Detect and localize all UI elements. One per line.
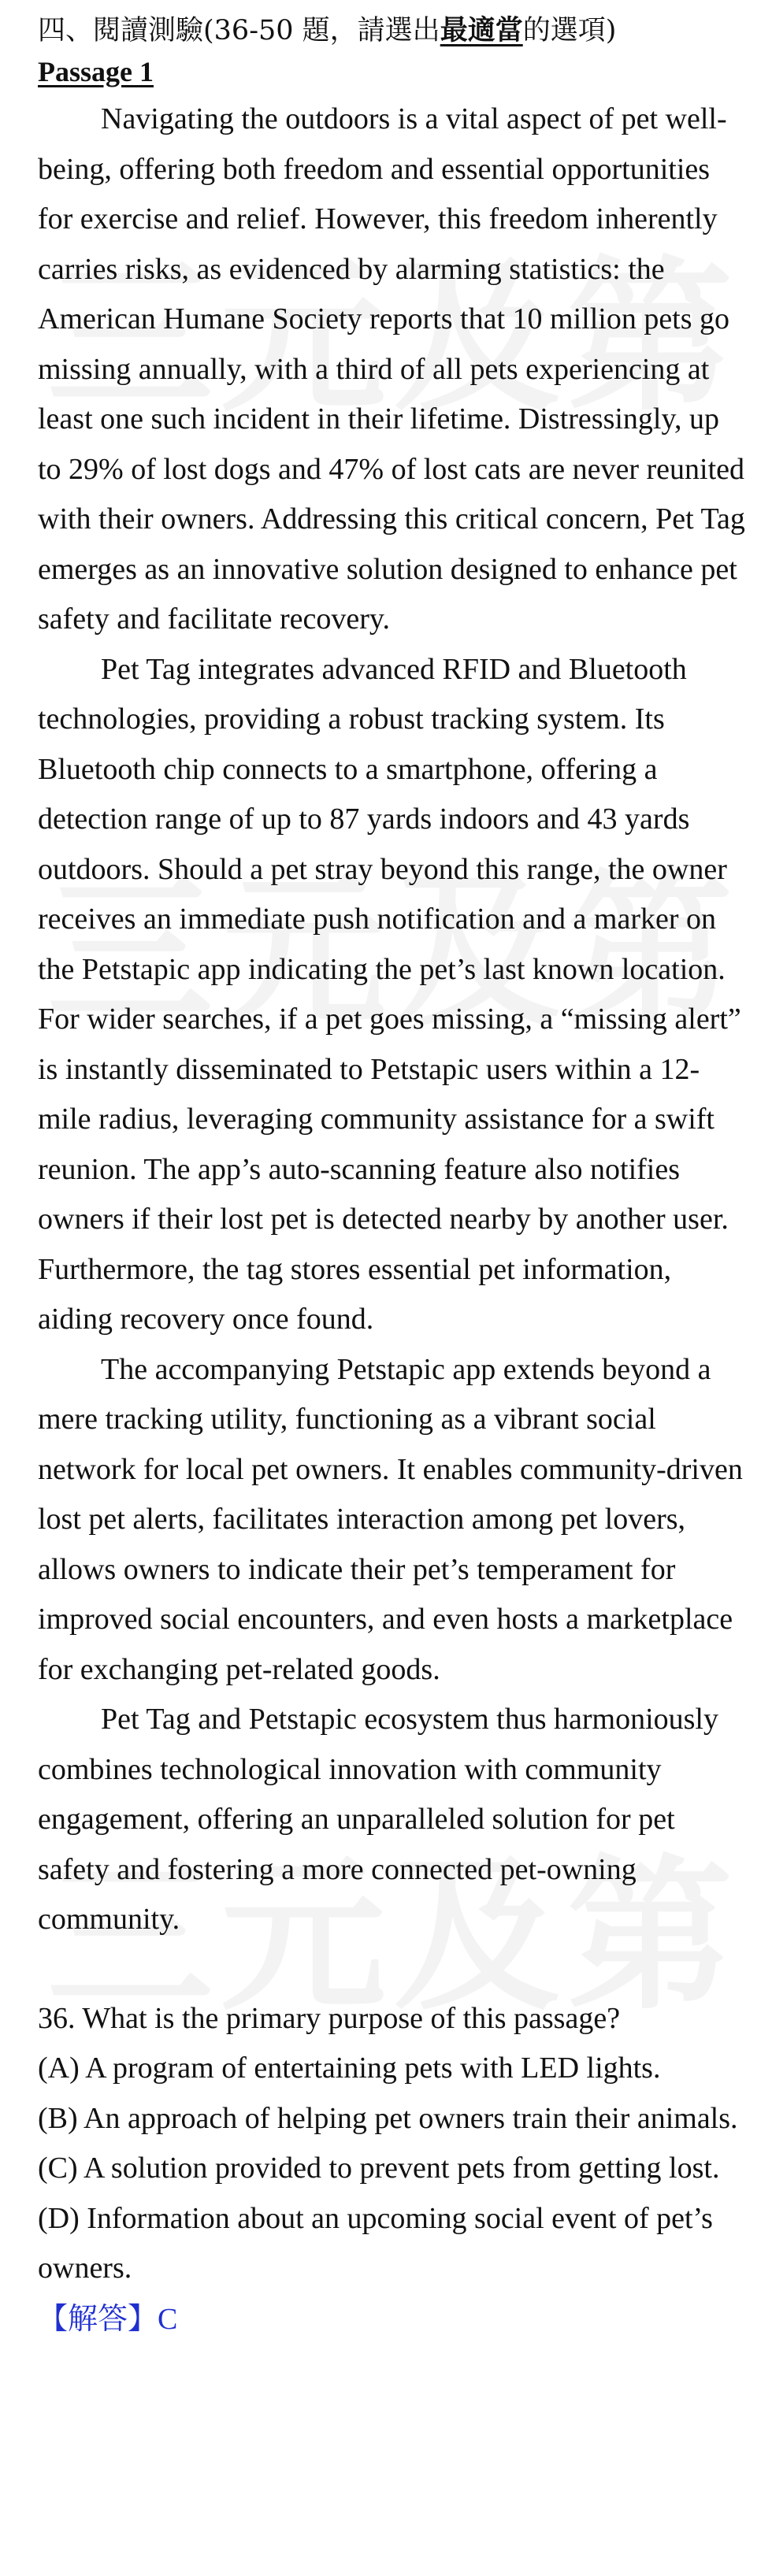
option-c: (C) A solution provided to prevent pets from getting lost. (38, 2152, 720, 2185)
passage-paragraph-1: Navigating the outdoors is a vital aspect of pet well-being, offering both freedom and essential opportunities for exercise and relief. However, this freedom inherently carries risks, as evidenced by alarming statistics: the American Humane Society reports that 10 million pets go missing annually, with a third of all pets experiencing at least one such incident in their lifetime. Distressingly, up to 29% of lost dogs and 47% of lost cats are never reunited with their owners. Addressing this critical concern, Pet Tag emerges as an innovative solution designed to enhance pet safety and facilitate recovery. (38, 102, 745, 636)
question-stem: 36. What is the primary purpose of this passage? (38, 2001, 621, 2035)
option-d: (D) Information about an upcoming social event of pet’s owners. (38, 2201, 713, 2285)
passage-paragraph-3: The accompanying Petstapic app extends beyond a mere tracking utility, functioning as a vibrant social network for local pet owners. It enables community-driven lost pet alerts, facilitates interaction among pet lovers, allows owners to indicate their pet’s temperament for improved social encounters, and even hosts a marketplace for exchanging pet-related goods. (38, 1352, 743, 1686)
answer-line (38, 2294, 747, 2345)
section-header-prefix: 四、閱讀測驗(36-50 題，請選出 (38, 15, 440, 46)
option-b: (B) An approach of helping pet owners train their animals. (38, 2101, 738, 2135)
passage-paragraph-2: Pet Tag integrates advanced RFID and Bluetooth technologies, providing a robust tracking system. Its Bluetooth chip connects to a smartphone, offering a detection range of up to 87 yards indoors and 43 yards outdoors. Should a pet stray beyond this range, the owner receives an immediate push notification and a marker on the Petstapic app indicating the pet’s last known location. For wider searches, if a pet goes missing, a “missing alert” is instantly disseminated to Petstapic users within a 12-mile radius, leveraging community assistance for a swift reunion. The app’s auto-scanning feature also notifies owners if their lost pet is detected nearby by another user. Furthermore, the tag stores essential pet information, aiding recovery once found. (38, 652, 741, 1336)
spacer (38, 1945, 747, 1994)
passage-paragraph-4: Pet Tag and Petstapic ecosystem thus harmoniously combines technological innovation with community engagement, offering an unparalleled solution for pet safety and fostering a more connected pet-owning community. (38, 1703, 718, 1936)
option-a: (A) A program of entertaining pets with LED lights. (38, 2052, 661, 2085)
section-header (38, 11, 747, 50)
answer-value: C (158, 2302, 178, 2336)
section-header-emphasis: 最適當 (440, 14, 523, 46)
answer-label: 【解答】 (38, 2300, 158, 2336)
section-header-suffix: 的選項) (522, 15, 617, 46)
passage-label: Passage 1 (38, 56, 154, 87)
